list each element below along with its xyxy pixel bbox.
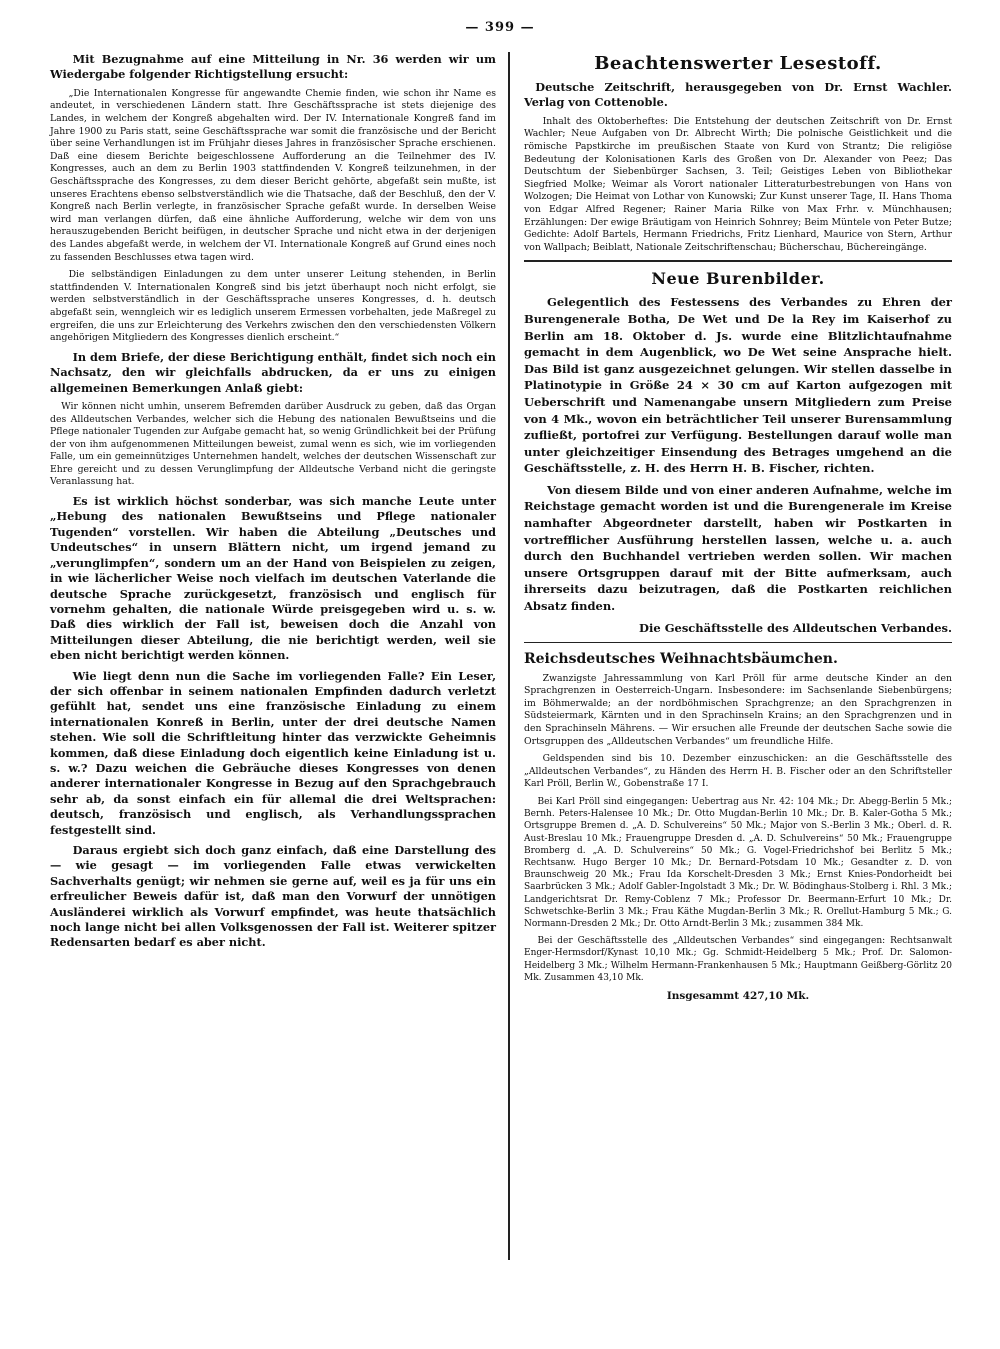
lesestoff-contents: Inhalt des Oktoberheftes: Die Entstehung der deutschen Zeitschrift von Dr. Ernst Wachler; Neue Aufgaben von Dr. Albrecht Wirth; Die polnische Geistlichkeit und die römische Papstkirche im preußischen Staate von Kurd von Strantz; Die religiöse Bedeutung der Kolonisationen Karls des Großen von Dr. Alexander von Peez; Das Deutschtum der Siebenbürger Sachsen, 3. Teil; Geistiges Leben von Bibliothekar Siegfried Molke; Weimar als Vorort nationaler Litteraturbestrebungen von Hans von Wolzogen; Die Heimat von Lothar von Kunowski; Zur Kunst unserer Tage, II. Hans Thoma von Edgar Alfred Regener; Rainer Maria Rilke von Max Frhr. v. Münchhausen; Erzählungen: Der ewige Bräutigam von Heinrich Sohnrey; Beim Müntele von Peter Butze; Gedichte: Adolf Bartels, Hermann Friedrichs, Fritz Lienhard, Maurice von Stern, Arthur von Wallpach; Beiblatt, Nationale Zeitschriftenschau; Bücherschau, Büchereingänge. <box>524 115 952 253</box>
postscript-intro-paragraph: In dem Briefe, der diese Berichtigung enthält, findet sich noch ein Nachsatz, den wir gleichfalls abdrucken, da er uns zu einigen allgemeinen Bemerkungen Anlaß giebt: <box>50 349 496 395</box>
right-column <box>524 52 952 1008</box>
commentary-paragraph-3: Daraus ergiebt sich doch ganz einfach, daß eine Darstellung des — wie gesagt — im vorliegenden Falle etwas verwickelten Sachverhalts genügt; wir nehmen sie gerne auf, weil es ja für uns ein erfreulicher Beweis dafür ist, daß man den Vorwurf der unnötigen Ausländerei wirklich als Vorwurf empfindet, was heute thatsächlich noch lange nicht bei allen Volksgenossen der Fall ist. Weiterer spitzer Redensarten bedarf es aber nicht. <box>50 843 496 950</box>
quoted-correction-1: „Die Internationalen Kongresse für angewandte Chemie finden, wie schon ihr Name es andeutet, in verschiedenen Ländern statt. Ihre Geschäftssprache ist stets diejenige des Landes, in welchem der Kongreß abgehalten wird. Der IV. Internationale Kongreß fand im Jahre 1900 zu Paris statt, seine Geschäftssprache war somit die französische und der Bericht über seine Verhandlungen ist im Frühjahr dieses Jahres in französischer Sprache erschienen. Daß eine diesem Berichte beigeschlossene Aufforderung an die Teilnehmer des IV. Kongresses, auch an dem zu Berlin 1903 stattfindenden V. Kongreß teilzunehmen, in der Geschäftssprache des Kongresses, zu dem dieser Bericht gehörte, abgefaßt sein mußte, ist unseres Erachtens ebenso selbstverständlich wie die Thatsache, daß der Beschluß, den der V. Kongreß nach Berlin verlegte, in französischer Sprache gefaßt wurde. In derselben Weise wird man verlangen dürfen, daß eine ähnliche Aufforderung, welche wir dem von uns herauszugebenden Bericht beifügen, in deutscher Sprache und nicht etwa in der derjenigen des Landes abgefaßt werde, in welchem der VI. Internationale Kongreß auf Grund eines noch zu fassenden Beschlusses etwa tagen wird. <box>50 87 496 263</box>
donations-list-proell: Bei Karl Pröll sind eingegangen: Uebertrag aus Nr. 42: 104 Mk.; Dr. Abegg-Berlin 5 Mk.; Bernh. Peters-Halensee 10 Mk.; Dr. Otto Mugdan-Berlin 10 Mk.; Dr. B. Kaler-Gotha 5 Mk.; Ortsgruppe Bremen d. „A. D. Schulvereins“ 50 Mk.; Major von S.-Berlin 3 Mk.; Oberl. d. R. Aust-Breslau 10 Mk.; Frauengruppe Dresden d. „A. D. Schulvereins“ 50 Mk.; Frauengruppe Bromberg d. „A. D. Schulvereins“ 50 Mk.; G. Vogel-Friedrichshof bei Berlitz 5 Mk.; Rechtsanw. Hugo Berger 10 Mk.; Dr. Bernard-Potsdam 10 Mk.; Gesandter z. D. von Braunschweig 20 Mk.; Frau Ida Korschelt-Dresden 3 Mk.; Ernst Knies-Pondorheidt bei Saarbrücken 3 Mk.; Adolf Gabler-Ingolstadt 3 Mk.; Dr. W. Bödinghaus-Stolberg i. Rhl. 3 Mk.; Landgerichtsrat Dr. Remy-Coblenz 7 Mk.; Professor Dr. Beermann-Erfurt 10 Mk.; Dr. Schwetschke-Berlin 3 Mk.; Frau Käthe Mugdan-Berlin 3 Mk.; R. Orellut-Hamburg 5 Mk.; G. Normann-Dresden 2 Mk.; Dr. Otto Arndt-Berlin 3 Mk.; zusammen 384 Mk. <box>524 796 952 929</box>
section-title-burenbilder: Neue Burenbilder. <box>651 269 825 289</box>
burenbilder-paragraph-1: Gelegentlich des Festessens des Verbandes zu Ehren der Burengenerale Botha, De Wet und De la Rey im Kaiserhof zu Berlin am 18. Oktober d. Js. wurde eine Blitzlichtaufnahme gemacht in dem Augenblick, wo De Wet seine Ansprache hielt. Das Bild ist ganz ausgezeichnet gelungen. Wir stellen dasselbe in Platinotypie in Größe 24 × 30 cm auf Karton aufgezogen mit Ueberschrift und Namenangabe unsern Mitgliedern zum Preise von 4 Mk., wovon ein beträchtlicher Teil unserer Burensammlung zufließt, portofrei zur Verfügung. Bestellungen darauf wolle man unter gleichzeitiger Einsendung des Betrages umgehend an die Geschäftsstelle, z. H. des Herrn H. B. Fischer, richten. <box>524 295 952 476</box>
section-rule <box>524 260 952 262</box>
column-divider <box>508 52 510 1260</box>
burenbilder-paragraph-2: Von diesem Bilde und von einer anderen Aufnahme, welche im Reichstage gemacht worden ist und die Burengenerale im Kreise namhafter Abgeordneter darstellt, haben wir Postkarten in vortrefflicher Ausführung herstellen lassen, welche u. a. auch durch den Buchhandel vertrieben werden sollen. Wir machen unsere Ortsgruppen darauf mit der Bitte aufmerksam, auch ihrerseits dazu beizutragen, daß die Postkarten reichlichen Absatz finden. <box>524 482 952 614</box>
section-title-weihnachtsbaeumchen: Reichsdeutsches Weihnachtsbäumchen. <box>524 650 838 667</box>
left-column <box>50 52 496 956</box>
section-title-lesestoff: Beachtenswerter Lesestoff. <box>594 53 882 74</box>
quoted-correction-2: Die selbständigen Einladungen zu dem unter unserer Leitung stehenden, in Berlin stattfindenden V. Internationalen Kongreß sind bis jetzt überhaupt noch nicht erfolgt, sie werden selbstverständlich in der Geschäftssprache unseres Kongresses, d. h. deutsch abgefaßt sein, wenngleich wir es lediglich unserem Ermessen vorbehalten, jede Maßregel zu ergreifen, die uns zur Erleichterung des Verkehrs zwischen den den verschiedensten Völkern angehörigen Mitgliedern des Kongresses dienlich erscheint.“ <box>50 269 496 344</box>
intro-paragraph: Mit Bezugnahme auf eine Mitteilung in Nr. 36 werden wir um Wiedergabe folgender Richtigstellung ersucht: <box>50 52 496 82</box>
donations-total: Insgesammt 427,10 Mk. <box>666 990 810 1003</box>
burenbilder-signature: Die Geschäftsstelle des Alldeutschen Verbandes. <box>639 620 952 635</box>
section-rule <box>524 642 952 643</box>
weihnachtsbaeumchen-instructions: Geldspenden sind bis 10. Dezember einzuschicken: an die Geschäftsstelle des „Alldeutschen Verbandes“, zu Händen des Herrn H. B. Fischer oder an den Schriftsteller Karl Pröll, Berlin W., Gobenstraße 17 I. <box>524 753 952 790</box>
commentary-paragraph-2: Wie liegt denn nun die Sache im vorliegenden Falle? Ein Leser, der sich offenbar in seinem nationalen Empfinden dadurch verletzt gefühlt hat, sendet uns eine französische Einladung zu einem internationalen Konreß in Berlin, unter der drei deutsche Namen stehen. Wie soll die Schriftleitung hinter das verzwickte Geheimnis kommen, daß diese Einladung doch eigentlich keine Einladung ist u. s. w.? Dazu weichen die Gebräuche dieses Kongresses von denen anderer internationaler Kongresse in Bezug auf den Sprachgebrauch sehr ab, da sonst einfach ein für allemal die drei Weltsprachen: deutsch, französisch und englisch, als Verhandlungssprachen festgestellt sind. <box>50 668 496 837</box>
page-number: — 399 — <box>465 20 535 35</box>
donations-list-geschaeftsstelle: Bei der Geschäftsstelle des „Alldeutschen Verbandes“ sind eingegangen: Rechtsanwalt Enger-Hermsdorf/Kynast 10,10 Mk.; Gg. Schmidt-Heidelberg 5 Mk.; Prof. Dr. Salomon-Heidelberg 3 Mk.; Wilhelm Hermann-Frankenhausen 5 Mk.; Hauptmann Geißberg-Görlitz 20 Mk. Zusammen 43,10 Mk. <box>524 936 952 983</box>
lesestoff-publication: Deutsche Zeitschrift, herausgegeben von Dr. Ernst Wachler. Verlag von Cottenoble. <box>524 80 952 110</box>
weihnachtsbaeumchen-intro: Zwanzigste Jahressammlung von Karl Pröll für arme deutsche Kinder an den Sprachgrenzen in Oesterreich-Ungarn. Insbesondere: im Sachsenlande Siebenbürgens; im Böhmerwalde; an der nordböhmischen Sprachgrenze; an den Sprachgrenzen in Südsteiermark, Kärnten und in den Sprachinseln Krains; an den Sprachgrenzen und in den Sprachinseln Mährens. — Wir ersuchen alle Freunde der deutschen Sache sowie die Ortsgruppen des „Alldeutschen Verbandes“ um freundliche Hilfe. <box>524 672 952 747</box>
commentary-paragraph-1: Es ist wirklich höchst sonderbar, was sich manche Leute unter „Hebung des nationalen Bewußtseins und Pflege nationaler Tugenden“ vorstellen. Wir haben die Abteilung „Deutsches und Undeutsches“ in unsern Blättern nicht, um irgend jemand zu „verunglimpfen“, sondern um an der Hand von Beispielen zu zeigen, in wie lächerlicher Weise noch vielfach im deutschen Vaterlande die deutsche Sprache zurückgesetzt, französisch und englisch für vornehm gehalten, die nationale Würde preisgegeben wird u. s. w. Daß dies wirklich der Fall ist, beweisen doch die Anzahl von Mitteilungen dieser Abteilung, die nie berichtigt werden, weil sie eben nicht berichtigt werden können. <box>50 494 496 663</box>
quoted-postscript: Wir können nicht umhin, unserem Befremden darüber Ausdruck zu geben, daß das Organ des Alldeutschen Verbandes, welcher sich die Hebung des nationalen Bewußtseins und die Pflege nationaler Tugenden zur Aufgabe gemacht hat, so wenig Gründlichkeit bei der Prüfung der von ihm aufgenommenen Mitteilungen beweist, zumal wenn es sich, wie im vorliegenden Falle, um ein gemeinnütziges Unternehmen handelt, welches der deutschen Wissenschaft zur Ehre gereicht und zu dessen Verunglimpfung der Alldeutsche Verband nicht die geringste Veranlassung hat. <box>50 400 496 488</box>
